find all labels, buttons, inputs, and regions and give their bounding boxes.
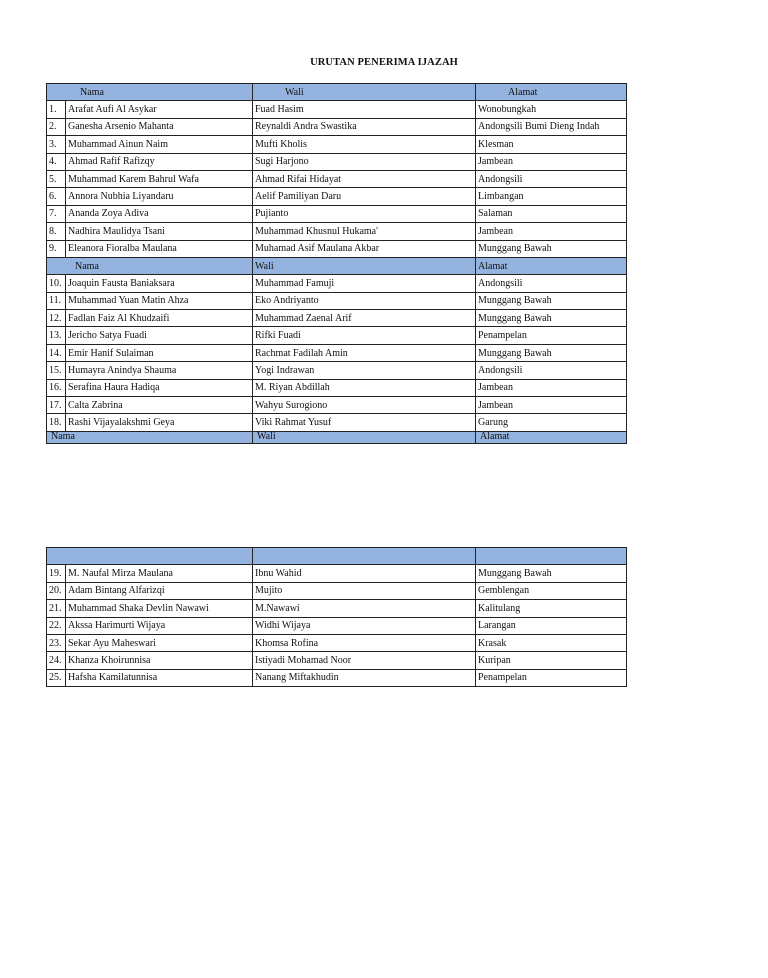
address-cell: Kalitulang <box>476 600 627 617</box>
table-row <box>47 136 627 153</box>
student-name-cell: Arafat Aufi Al Asykar <box>66 101 253 118</box>
student-name-cell: Ahmad Rafif Rafizqy <box>66 153 253 170</box>
table-row <box>47 565 627 582</box>
row-number: 22. <box>47 617 66 634</box>
row-number: 7. <box>47 205 66 222</box>
student-name-cell: Muhammad Ainun Naim <box>66 136 253 153</box>
row-number: 24. <box>47 652 66 669</box>
row-number: 4. <box>47 153 66 170</box>
row-number: 18. <box>47 414 66 431</box>
address-cell: Gemblengan <box>476 582 627 599</box>
guardian-name-cell: Viki Rahmat Yusuf <box>253 414 476 431</box>
table-row <box>47 397 627 414</box>
row-number: 16. <box>47 379 66 396</box>
guardian-name-cell: Pujianto <box>253 205 476 222</box>
guardian-name-cell: Muhammad Khusnul Hukama' <box>253 223 476 240</box>
address-cell: Munggang Bawah <box>476 292 627 309</box>
guardian-name-cell: M.Nawawi <box>253 600 476 617</box>
address-cell: Jambean <box>476 397 627 414</box>
student-name-cell: Humayra Anindya Shauma <box>66 362 253 379</box>
guardian-name-cell: Sugi Harjono <box>253 153 476 170</box>
table-row <box>47 240 627 257</box>
guardian-name-cell: Widhi Wijaya <box>253 617 476 634</box>
student-name-cell: Ganesha Arsenio Mahanta <box>66 118 253 135</box>
address-cell: Munggang Bawah <box>476 240 627 257</box>
guardian-name-cell: Muhammad Zaenal Arif <box>253 310 476 327</box>
table-row <box>47 118 627 135</box>
student-name-cell: Fadlan Faiz Al Khudzaifi <box>66 310 253 327</box>
header-alamat: Alamat <box>476 431 627 443</box>
row-number: 25. <box>47 669 66 686</box>
row-number: 1. <box>47 101 66 118</box>
address-cell: Munggang Bawah <box>476 344 627 361</box>
student-name-cell: Joaquin Fausta Baniaksara <box>66 275 253 292</box>
student-name-cell: Hafsha Kamilatunnisa <box>66 669 253 686</box>
address-cell: Salaman <box>476 205 627 222</box>
address-cell: Limbangan <box>476 188 627 205</box>
recipients-table-page2 <box>46 547 627 687</box>
row-number: 15. <box>47 362 66 379</box>
table-row <box>47 652 627 669</box>
student-name-cell: Muhammad Karem Bahrul Wafa <box>66 170 253 187</box>
guardian-name-cell: Mujito <box>253 582 476 599</box>
row-number: 8. <box>47 223 66 240</box>
student-name-cell: Muhammad Yuan Matin Ahza <box>66 292 253 309</box>
guardian-name-cell: Rifki Fuadi <box>253 327 476 344</box>
address-cell: Andongsili Bumi Dieng Indah <box>476 118 627 135</box>
header-wali: Wali <box>253 257 476 274</box>
address-cell: Wonobungkah <box>476 101 627 118</box>
address-cell: Andongsili <box>476 170 627 187</box>
address-cell: Penampelan <box>476 327 627 344</box>
document-title: URUTAN PENERIMA IJAZAH <box>310 57 458 68</box>
table-row <box>47 582 627 599</box>
table-row <box>47 327 627 344</box>
table-row <box>47 188 627 205</box>
row-number: 21. <box>47 600 66 617</box>
table-row <box>47 170 627 187</box>
guardian-name-cell: Yogi Indrawan <box>253 362 476 379</box>
student-name-cell: Emir Hanif Sulaiman <box>66 344 253 361</box>
header-nama: Nama <box>47 257 253 274</box>
address-cell: Penampelan <box>476 669 627 686</box>
row-number: 6. <box>47 188 66 205</box>
row-number: 13. <box>47 327 66 344</box>
student-name-cell: Calta Zabrina <box>66 397 253 414</box>
table-row <box>47 223 627 240</box>
row-number: 17. <box>47 397 66 414</box>
guardian-name-cell: Wahyu Surogiono <box>253 397 476 414</box>
row-number: 3. <box>47 136 66 153</box>
header-alamat: Alamat <box>476 84 627 101</box>
table-row <box>47 362 627 379</box>
guardian-name-cell: Aelif Pamiliyan Daru <box>253 188 476 205</box>
row-number: 2. <box>47 118 66 135</box>
student-name-cell: Muhammad Shaka Devlin Nawawi <box>66 600 253 617</box>
address-cell: Munggang Bawah <box>476 310 627 327</box>
address-cell: Andongsili <box>476 362 627 379</box>
table-row <box>47 414 627 431</box>
header-wali: Wali <box>253 84 476 101</box>
guardian-name-cell: M. Riyan Abdillah <box>253 379 476 396</box>
guardian-name-cell: Istiyadi Mohamad Noor <box>253 652 476 669</box>
row-number: 12. <box>47 310 66 327</box>
student-name-cell: M. Naufal Mirza Maulana <box>66 565 253 582</box>
header-wali: Wali <box>253 431 476 443</box>
student-name-cell: Serafina Haura Hadiqa <box>66 379 253 396</box>
address-cell: Krasak <box>476 634 627 651</box>
table-row <box>47 600 627 617</box>
table-row <box>47 310 627 327</box>
address-cell: Kuripan <box>476 652 627 669</box>
row-number: 20. <box>47 582 66 599</box>
address-cell: Klesman <box>476 136 627 153</box>
guardian-name-cell: Mufti Kholis <box>253 136 476 153</box>
student-name-cell: Nadhira Maulidya Tsani <box>66 223 253 240</box>
table-row <box>47 669 627 686</box>
header-row-mid <box>47 257 627 274</box>
header-alamat: Alamat <box>476 257 627 274</box>
guardian-name-cell: Eko Andriyanto <box>253 292 476 309</box>
table-row <box>47 292 627 309</box>
student-name-cell: Rashi Vijayalakshmi Geya <box>66 414 253 431</box>
guardian-name-cell: Ibnu Wahid <box>253 565 476 582</box>
table-row <box>47 275 627 292</box>
row-number: 14. <box>47 344 66 361</box>
row-number: 11. <box>47 292 66 309</box>
student-name-cell: Ananda Zoya Adiva <box>66 205 253 222</box>
address-cell: Jambean <box>476 379 627 396</box>
recipients-table-page1 <box>46 83 627 444</box>
student-name-cell: Eleanora Fioralba Maulana <box>66 240 253 257</box>
student-name-cell: Akssa Harimurti Wijaya <box>66 617 253 634</box>
address-cell: Larangan <box>476 617 627 634</box>
address-cell: Jambean <box>476 153 627 170</box>
address-cell: Garung <box>476 414 627 431</box>
header-row-bottom <box>47 431 627 443</box>
row-number: 19. <box>47 565 66 582</box>
guardian-name-cell: Nanang Miftakhudin <box>253 669 476 686</box>
guardian-name-cell: Muhammad Famuji <box>253 275 476 292</box>
table-row <box>47 617 627 634</box>
table-row <box>47 153 627 170</box>
address-cell: Munggang Bawah <box>476 565 627 582</box>
row-number: 9. <box>47 240 66 257</box>
address-cell: Andongsili <box>476 275 627 292</box>
table-row <box>47 379 627 396</box>
table-row <box>47 101 627 118</box>
header-row-top <box>47 84 627 101</box>
guardian-name-cell: Rachmat Fadilah Amin <box>253 344 476 361</box>
guardian-name-cell: Muhamad Asif Maulana Akbar <box>253 240 476 257</box>
guardian-name-cell: Fuad Hasim <box>253 101 476 118</box>
header-nama: Nama <box>47 84 253 101</box>
table-row <box>47 634 627 651</box>
student-name-cell: Sekar Ayu Maheswari <box>66 634 253 651</box>
student-name-cell: Khanza Khoirunnisa <box>66 652 253 669</box>
guardian-name-cell: Khomsa Rofina <box>253 634 476 651</box>
row-number: 23. <box>47 634 66 651</box>
guardian-name-cell: Ahmad Rifai Hidayat <box>253 170 476 187</box>
student-name-cell: Jericho Satya Fuadi <box>66 327 253 344</box>
table-row <box>47 205 627 222</box>
student-name-cell: Adam Bintang Alfarizqi <box>66 582 253 599</box>
row-number: 10. <box>47 275 66 292</box>
header-nama: Nama <box>47 431 253 443</box>
guardian-name-cell: Reynaldi Andra Swastika <box>253 118 476 135</box>
header-row-empty <box>47 548 627 565</box>
address-cell: Jambean <box>476 223 627 240</box>
row-number: 5. <box>47 170 66 187</box>
table-row <box>47 344 627 361</box>
student-name-cell: Annora Nubhia Liyandaru <box>66 188 253 205</box>
